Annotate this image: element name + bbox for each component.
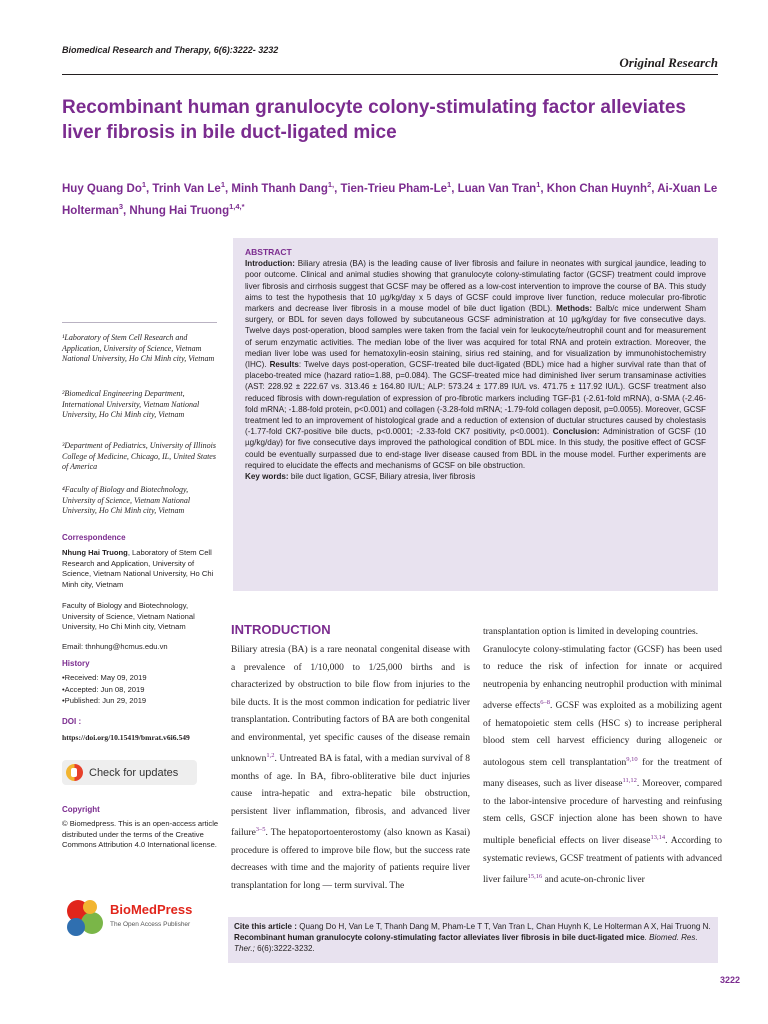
header-rule	[62, 74, 718, 75]
intro-label: Introduction:	[245, 259, 295, 269]
cite-label: Cite this article :	[234, 922, 300, 931]
abstract-conclusion: Administration of GCSF (10 µg/kg/day) for five consecutive days improved the pathological condition of BDL mice. In this study, the positive effect of GCSF could be eventually surpassed due to end-stage liver disease caused from BDL in the mouse model. Further experiments are required to elucidate the effects and mechanisms of GCSF on bile obstruction.	[245, 427, 706, 470]
abstract-results: : Twelve days post-operation, GCSF-treated bile duct-ligated (BDL) mice had a higher survival rate than that of placebo-treated mice (hazard ratio=1.88, p=0.084). The GCSF-treated mice had diminished liver serum transaminase activities (AST: 228.92 ± 222.67 vs. 313.46 ± 164.80 IU/L; ALP: 573.24 ± 177.89 IU/L vs. 471.75 ± 117.92 IU/L). GCSF treatment also reduced fibrosis with down-regulation of expression of pro-fibrotic markers including TGF-β1 (-2.61-fold mRNA), α-SMA (-2.46-fold mRNA; -1.88-fold protein, p<0.001) and collagen (-3.28-fold mRNA; -1.79-fold collagen deposit, p=0.0055). Moreover, GCSF treatment led to an improvement of histological grade and a reduction of extension of ductular structures caused by cholestasis (-1.77-fold CK7-positive bile ducts, p<0.0001; -2.33-fold CK7 positivity, p<0.0001).	[245, 360, 707, 437]
doi-link[interactable]: https://doi.org/10.15419/bmrat.v6i6.549	[62, 733, 190, 742]
journal-citation: Biomedical Research and Therapy, 6(6):3222- 3232	[62, 45, 279, 55]
body-column-right: transplantation option is limited in developing countries. Granulocyte colony-stimulating factor (GCSF) has been used to reduce the risk of infection for innate or acquired neutropenia by enhancing neutrophil production with minimal adverse effects$^{6-8}$. GCSF was exploited as a mobilizing agent of hematopoietic stem cells (HSC s) to increase peripheral blood stem cell harvest efficiency during allogeneic or autologous stem cell transplantation$^{9,10}$ for the treatment of many diseases, such as liver disease$^{11,12}$. Moreover, compared to the labor-intensive procedure of harvesting and reinfusing stem cells, GSCF injection alone has been shown to have multiple beneficial effects on liver disease$^{13,14}$. According to systematic reviews, GCSF treatment of patients with advanced liver failure$^{15,16}$ and acute-on-chronic liver	[483, 627, 723, 886]
check-for-updates-button[interactable]	[62, 760, 197, 785]
history-accepted: • Accepted: Jun 08, 2019	[62, 684, 222, 696]
results-label: Results	[269, 360, 299, 370]
cite-volume: 6(6):3222-3232.	[257, 944, 315, 954]
body-column-left: Biliary atresia (BA) is a rare neonatal congenital disease with a prevalence of 1/10,000 to 1/25,000 births and is characterized by obstruction to bile flow from injuries to the bile ducts. It is the most common indication for pediatric liver transplantation. Contributing factors of BA are both congenital and environmental, yet specific causes of the disease remain unknown$^{1,2}$. Untreated BA is fatal, with a median survival of 8 months of age. In BA, fibro-obliterative bile duct injuries cause intra-hepatic and extra-hepatic bile obstruction, persistent liver inflammation, fibrosis, and advanced liver failure$^{3-5}$. The hepatoportoenterostomy (also known as Kasai) procedure is offered to improve bile flow, but the success rate decreases with time and the majority of patients require liver transplantation for long — term survival. The	[231, 645, 470, 891]
history-heading: History	[62, 659, 90, 668]
keywords-label: Key words:	[245, 472, 289, 482]
abstract-keywords: bile duct ligation, GCSF, Biliary atresia, liver fibrosis	[288, 472, 476, 482]
page-number: 3222	[719, 975, 740, 985]
publisher-name: BioMedPress	[110, 902, 193, 917]
methods-label: Methods:	[556, 304, 593, 314]
conclusion-label: Conclusion:	[552, 427, 600, 437]
correspondence-details	[62, 548, 222, 590]
publisher-tagline: The Open Access Publisher	[110, 921, 191, 928]
affiliation-4: ⁴Faculty of Biology and Biotechnology, University of Science, Vietnam National University, Ho Chi Minh city, Vietnam	[62, 485, 191, 516]
cite-journal: . Biomed. Res. Ther.;	[234, 933, 698, 954]
article-title: Recombinant human granulocyte colony-stimulating factor alleviates liver fibrosis in bile duct-ligated mice	[62, 97, 686, 143]
author-list: Huy Quang Do$^1$, Trinh Van Le$^1$, Minh Thanh Dang$^{1,}$, Tien-Trieu Pham-Le$^1$, Luan Van Tran$^1$, Khon Chan Huynh$^2$, Ai-Xuan Le Holterman$^3$, Nhung Hai Truong$^{1,4,*}$	[62, 180, 718, 217]
copyright-heading: Copyright	[62, 805, 100, 814]
abstract-methods: Balb/c mice underwent Sham surgery, or BDL for seven days followed by subcutaneous GCSF administration at 10 µg/kg/day for five consecutive days. Twelve days post-operation, blood samples were taken from the facial vein for leukocyte/neutrophil count and for measurement of serum enzymatic activities. The median lobe of the liver was acquired for total RNA and protein extraction. Moreover, the median liver lobe was used for hematoxylin-eosin staining, sirius red staining, and for visualization by immunohistochemistry (IHC).	[245, 304, 706, 370]
correspondence-affiliation: , Laboratory of Stem Cell Research and Application, University of Science, Vietnam National University, Ho Chi Minh city, Vietnam	[62, 548, 214, 589]
cite-this-article	[234, 921, 712, 955]
copyright-text: © Biomedpress. This is an open-access article distributed under the terms of the Creative Commons Attribution 4.0 International license.	[62, 819, 219, 850]
affiliation-1: ¹Laboratory of Stem Cell Research and Application, University of Science, Vietnam National University, Ho Chi Minh city, Vietnam	[62, 333, 215, 364]
history-list	[62, 672, 222, 707]
affiliation-3: ³Department of Pediatrics, University of Illinois College of Medicine, Chicago, IL, United States of America	[62, 441, 216, 472]
check-for-updates-label: Check for updates	[89, 766, 179, 779]
affiliation-2: ²Biomedical Engineering Department, International University, Vietnam National University, Ho Chi Minh city, Vietnam	[62, 389, 200, 420]
history-received: • Received: May 09, 2019	[62, 672, 222, 684]
cite-authors: Quang Do H, Van Le T, Thanh Dang M, Pham-Le T T, Van Tran L, Chan Huynh K, Le Holterman A X, Hai Truong N.	[299, 922, 711, 931]
history-published: • Published: Jun 29, 2019	[62, 695, 222, 707]
cite-title: Recombinant human granulocyte colony-stimulating factor alleviates liver fibrosis in bile duct-ligated mice	[234, 933, 645, 943]
sidebar-rule	[62, 322, 217, 323]
crossmark-icon	[66, 764, 83, 781]
biomedpress-logo-icon	[62, 893, 122, 941]
correspondence-affiliation-2: Faculty of Biology and Biotechnology, University of Science, Vietnam National University, Ho Chi Minh city, Vietnam	[62, 601, 195, 632]
article-type: Original Research	[619, 55, 718, 70]
correspondence-name: Nhung Hai Truong	[62, 548, 128, 557]
abstract	[245, 247, 706, 482]
doi-heading: DOI :	[62, 717, 82, 726]
abstract-label: ABSTRACT	[245, 247, 292, 257]
correspondence-heading: Correspondence	[62, 533, 126, 542]
abstract-intro: Biliary atresia (BA) is the leading cause of liver fibrosis and failure in neonates with surgical jaundice, leading to poor outcome. Clinical and animal studies showing that granulocyte colony-stimulating factor (GCSF) treatment could improve liver fibrosis and cirrhosis suggest that GCSF may be offered as a low-cost intervention to improve the course of BA. This study aims to test the hypothesis that 10 µg/kg/day x 5 days of GCSF could improve liver function, reduce molecular pro-fibrotic markers and decrease liver fibrosis in a mouse model of bile duct ligation (BDL).	[245, 259, 706, 314]
introduction-heading: INTRODUCTION	[231, 622, 331, 637]
correspondence-email[interactable]: Email: thnhung@hcmus.edu.vn	[62, 642, 168, 651]
